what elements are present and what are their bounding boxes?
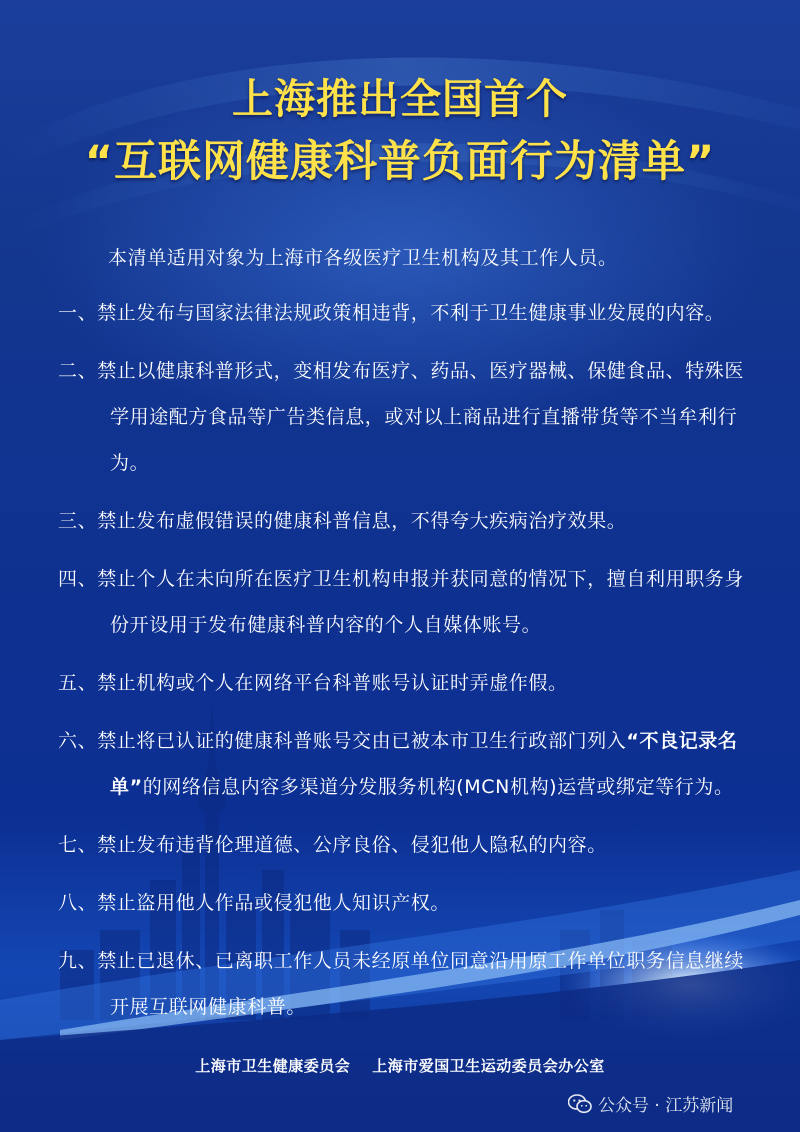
watermark	[568, 1091, 733, 1116]
intro-text: 本清单适用对象为上海市各级医疗卫生机构及其工作人员。	[108, 247, 618, 269]
footer-organizations	[0, 1055, 800, 1076]
footer-org-2: 上海市爱国卫生运动委员会办公室	[372, 1057, 605, 1075]
item-text: 禁止以健康科普形式，变相发布医疗、药品、医疗器械、保健食品、特殊医学用途配方食品等广告类信息，或对以上商品进行直播带货等不当牟利行为。	[97, 360, 745, 474]
item-text: 禁止机构或个人在网络平台科普账号认证时弄虚作假。	[97, 672, 568, 694]
item-text: 禁止发布与国家法律法规政策相违背，不利于卫生健康事业发展的内容。	[97, 302, 725, 324]
list-content	[58, 240, 748, 1042]
watermark-text: 公众号 · 江苏新闻	[598, 1096, 734, 1116]
wechat-icon	[568, 1094, 592, 1114]
item-number: 五、	[58, 672, 98, 694]
list-item-9	[58, 938, 748, 1030]
list-item-6	[58, 718, 748, 810]
item-number: 一、	[58, 302, 98, 324]
item-number: 二、	[58, 360, 98, 382]
list-item-1	[58, 290, 748, 336]
item-text: 禁止发布虚假错误的健康科普信息，不得夸大疾病治疗效果。	[97, 510, 627, 532]
item-number: 九、	[58, 950, 98, 972]
list-item-8	[58, 880, 748, 926]
item-text-after: 的网络信息内容多渠道分发服务机构(MCN机构)运营或绑定等行为。	[142, 776, 734, 798]
item-text-before: 禁止将已认证的健康科普账号交由已被本市卫生行政部门列入	[97, 730, 627, 752]
item-text: 禁止个人在未向所在医疗卫生机构申报并获同意的情况下，擅自利用职务身份开设用于发布健康科普内容的个人自媒体账号。	[97, 568, 745, 636]
page-title-line2: “互联网健康科普负面行为清单”	[84, 137, 716, 187]
list-item-2	[58, 348, 748, 486]
list-item-7	[58, 822, 748, 868]
list-item-5	[58, 660, 748, 706]
item-number: 七、	[58, 834, 98, 856]
item-number: 三、	[58, 510, 98, 532]
item-number: 八、	[58, 892, 98, 914]
item-text: 禁止发布违背伦理道德、公序良俗、侵犯他人隐私的内容。	[97, 834, 607, 856]
list-item-4	[58, 556, 748, 648]
page-title-line1: 上海推出全国首个	[232, 75, 568, 123]
item-text: 禁止盗用他人作品或侵犯他人知识产权。	[97, 892, 451, 914]
footer-org-1: 上海市卫生健康委员会	[195, 1057, 351, 1075]
item-text-bold: “不良记录名单”	[110, 730, 738, 798]
list-item-3	[58, 498, 748, 544]
item-text: 禁止已退休、已离职工作人员未经原单位同意沿用原工作单位职务信息继续开展互联网健康科普。	[97, 950, 745, 1018]
item-number: 六、	[58, 730, 98, 752]
item-number: 四、	[58, 568, 98, 590]
